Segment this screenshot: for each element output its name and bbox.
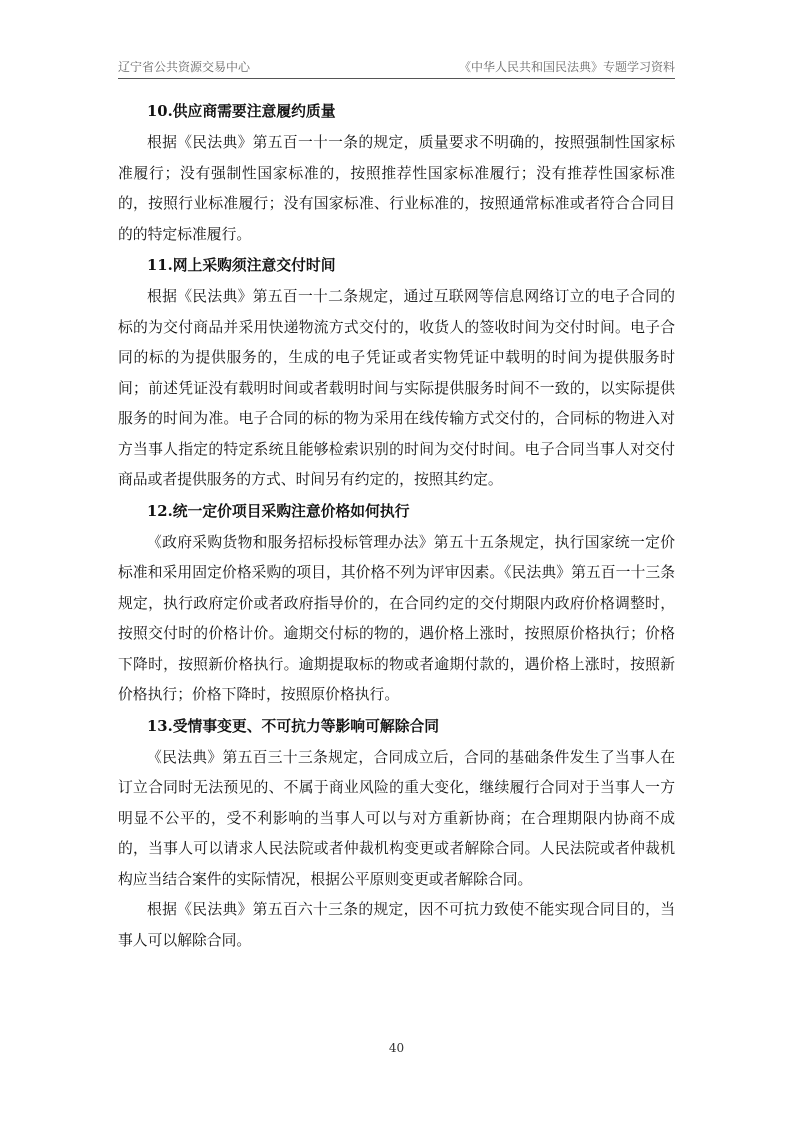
section-paragraph: 根据《民法典》第五百一十二条规定，通过互联网等信息网络订立的电子合同的标的为交付商品并采用快递物流方式交付的，收货人的签收时间为交付时间。电子合同的标的为提供服务的，生成的电子凭证或者实物凭证中载明的时间为提供服务时间；前述凭证没有载明时间或者载明时间与实际提供服务时间不一致的，以实际提供服务的时间为准。电子合同的标的物为采用在线传输方式交付的，合同标的物进入对方当事人指定的特定系统且能够检索识别的时间为交付时间。电子合同当事人对交付商品或者提供服务的方式、时间另有约定的，按照其约定。 [118,288,675,488]
section-11 [118,250,675,496]
section-10 [118,96,675,250]
section-paragraph: 《民法典》第五百三十三条规定，合同成立后，合同的基础条件发生了当事人在订立合同时无法预见的、不属于商业风险的重大变化，继续履行合同对于当事人一方明显不公平的，受不利影响的当事人可以与对方重新协商；在合理期限内协商不成的，当事人可以请求人民法院或者仲裁机构变更或者解除合同。人民法院或者仲裁机构应当结合案件的实际情况，根据公平原则变更或者解除合同。 [118,748,675,888]
header-document-title: 《中华人民共和国民法典》专题学习资料 [458,60,675,74]
page-header [118,56,675,79]
page-number: 40 [388,1041,405,1055]
section-paragraph: 根据《民法典》第五百六十三条的规定，因不可抗力致使不能实现合同目的，当事人可以解除合同。 [118,901,675,949]
section-paragraph: 根据《民法典》第五百一十一条的规定，质量要求不明确的，按照强制性国家标准履行；没有强制性国家标准的，按照推荐性国家标准履行；没有推荐性国家标准的，按照行业标准履行；没有国家标准、行业标准的，按照通常标准或者符合合同目的的特定标准履行。 [118,134,675,243]
section-title: 10.供应商需要注意履约质量 [147,103,336,120]
section-12 [118,496,675,711]
section-title: 11.网上采购须注意交付时间 [147,257,336,274]
section-paragraph: 《政府采购货物和服务招标投标管理办法》第五十五条规定，执行国家统一定价标准和采用固定价格采购的项目，其价格不列为评审因素。《民法典》第五百一十三条规定，执行政府定价或者政府指导价的，在合同约定的交付期限内政府价格调整时，按照交付时的价格计价。逾期交付标的物的，遇价格上涨时，按照原价格执行；价格下降时，按照新价格执行。逾期提取标的物或者逾期付款的，遇价格上涨时，按照新价格执行；价格下降时，按照原价格执行。 [118,533,675,703]
section-13 [118,711,675,957]
section-title: 12.统一定价项目采购注意价格如何执行 [147,502,410,520]
header-organization: 辽宁省公共资源交易中心 [118,60,251,74]
document-body [118,96,675,956]
section-title: 13.受情事变更、不可抗力等影响可解除合同 [147,717,440,735]
